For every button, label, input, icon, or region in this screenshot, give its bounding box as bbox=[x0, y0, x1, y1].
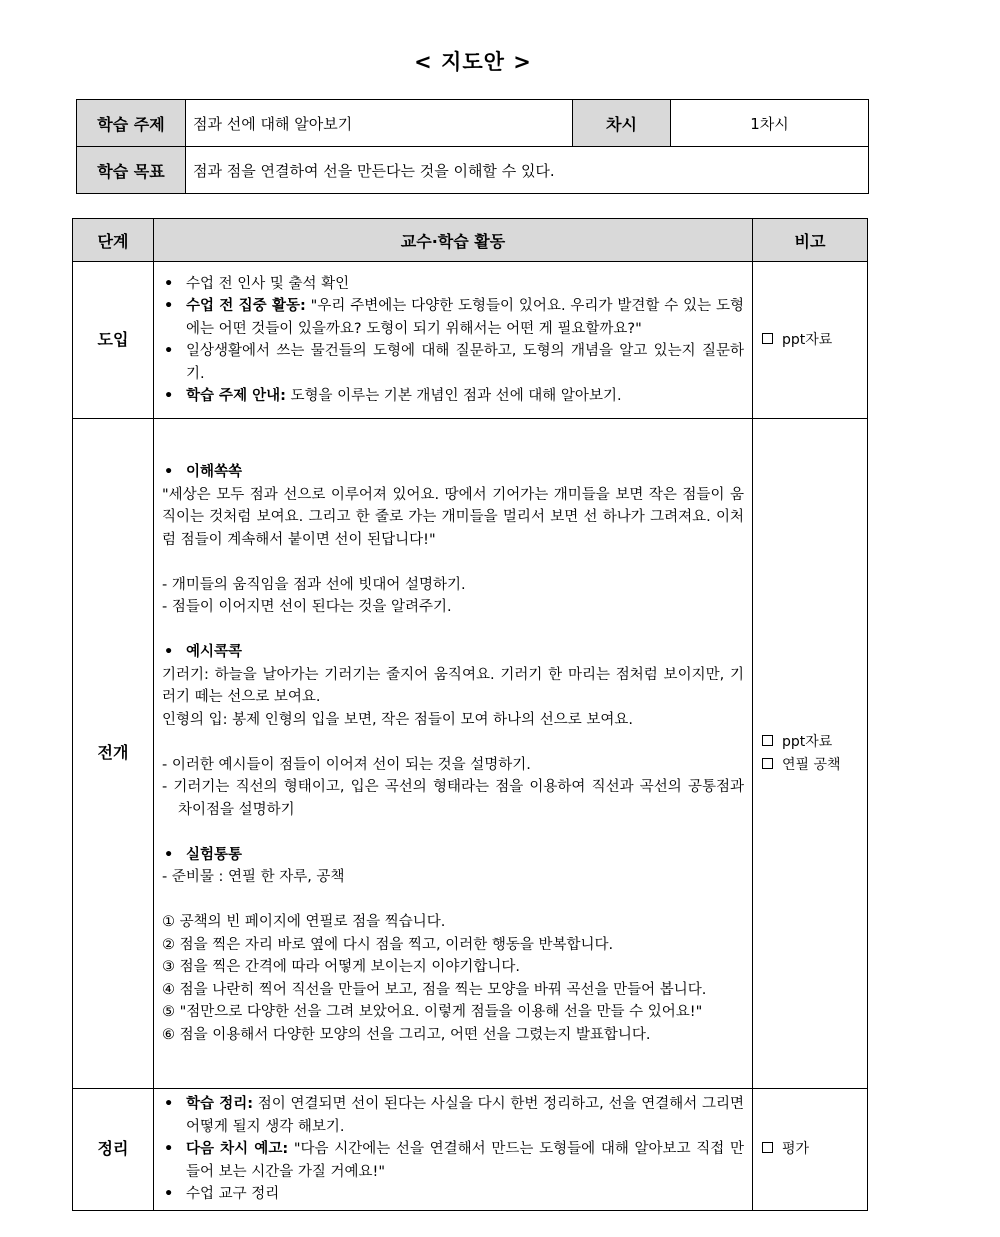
list-item: • 수업 전 집중 활동: "우리 주변에는 다양한 도형들이 있어요. 우리가 발견할 수 있는 도형에는 어떤 것들이 있을까요? 도형이 되기 위해서는 어떤 게 필요할까요?" bbox=[186, 295, 744, 340]
checkbox-icon bbox=[762, 333, 773, 344]
list-item: • 다음 차시 예고: "다음 시간에는 선을 연결해서 만드는 도형들에 대해 알아보고 직접 만들어 보는 시간을 가질 거예요!" bbox=[186, 1138, 744, 1183]
step-item: ⑥ 점을 이용해서 다양한 모양의 선을 그리고, 어떤 선을 그렸는지 발표합니다. bbox=[162, 1026, 651, 1043]
intro-activities bbox=[154, 262, 753, 419]
plan-header-row bbox=[73, 219, 868, 262]
stage-intro: 도입 bbox=[73, 262, 154, 419]
topic-value: 점과 선에 대해 알아보기 bbox=[186, 100, 573, 147]
topic-row bbox=[77, 100, 869, 147]
list-item: • 수업 교구 정리 bbox=[186, 1183, 744, 1206]
dash-item: - 개미들의 움직임을 점과 선에 빗대어 설명하기. bbox=[162, 576, 466, 593]
lesson-info-table bbox=[76, 99, 869, 194]
goal-label: 학습 목표 bbox=[77, 147, 186, 194]
section-title-understand: • 이해쏙쏙 bbox=[186, 461, 744, 484]
develop-row bbox=[73, 419, 868, 1089]
goal-value: 점과 점을 연결하여 선을 만든다는 것을 이해할 수 있다. bbox=[186, 147, 869, 194]
session-label: 차시 bbox=[573, 100, 671, 147]
example-line: 인형의 입: 봉제 인형의 입을 보면, 작은 점들이 모여 하나의 선으로 보여요. bbox=[162, 711, 634, 728]
wrapup-notes bbox=[753, 1089, 868, 1211]
prep-materials: - 준비물 : 연필 한 자루, 공책 bbox=[162, 869, 345, 885]
checkbox-icon bbox=[762, 735, 773, 746]
develop-activities bbox=[154, 419, 753, 1089]
intro-row bbox=[73, 262, 868, 419]
step-item: ① 공책의 빈 페이지에 연필로 점을 찍습니다. bbox=[162, 914, 446, 930]
checkbox-icon bbox=[762, 1142, 773, 1153]
step-item: ② 점을 찍은 자리 바로 옆에 다시 점을 찍고, 이러한 행동을 반복합니다. bbox=[162, 936, 614, 953]
note-item: 연필 공책 bbox=[762, 754, 866, 777]
note-header: 비고 bbox=[753, 219, 868, 262]
dash-item: - 점들이 이어지면 선이 된다는 것을 알려주기. bbox=[162, 599, 452, 615]
activity-header: 교수·학습 활동 bbox=[154, 219, 753, 262]
develop-notes bbox=[753, 419, 868, 1089]
stage-wrapup: 정리 bbox=[73, 1089, 154, 1211]
note-item: 평가 bbox=[762, 1138, 866, 1161]
stage-header: 단계 bbox=[73, 219, 154, 262]
list-item: • 학습 정리: 점이 연결되면 선이 된다는 사실을 다시 한번 정리하고, 선을 연결해서 그리면 어떻게 될지 생각 해보기. bbox=[186, 1093, 744, 1138]
example-line: 기러기: 하늘을 날아가는 기러기는 줄지어 움직여요. 기러기 한 마리는 점처럼 보이지만, 기러기 떼는 선으로 보여요. bbox=[162, 666, 744, 705]
step-item: ⑤ "점만으로 다양한 선을 그려 보았어요. 이렇게 점들을 이용해 선을 만들 수 있어요!" bbox=[162, 1004, 703, 1020]
goal-row bbox=[77, 147, 869, 194]
lesson-plan-table bbox=[72, 218, 868, 1211]
note-item: ppt자료 bbox=[762, 329, 866, 352]
list-item: • 일상생활에서 쓰는 물건들의 도형에 대해 질문하고, 도형의 개념을 알고 있는지 질문하기. bbox=[186, 340, 744, 385]
dash-item: - 기러기는 직선의 형태이고, 입은 곡선의 형태라는 점을 이용하여 직선과 곡선의 공통점과 차이점을 설명하기 bbox=[162, 779, 744, 818]
list-item: • 학습 주제 안내: 도형을 이루는 기본 개념인 점과 선에 대해 알아보기. bbox=[186, 385, 744, 408]
checkbox-icon bbox=[762, 758, 773, 769]
dash-item: - 이러한 예시들이 점들이 이어져 선이 되는 것을 설명하기. bbox=[162, 756, 531, 773]
intro-notes bbox=[753, 262, 868, 419]
topic-label: 학습 주제 bbox=[77, 100, 186, 147]
list-item: • 수업 전 인사 및 출석 확인 bbox=[186, 273, 744, 296]
stage-develop: 전개 bbox=[73, 419, 154, 1089]
step-item: ④ 점을 나란히 찍어 직선을 만들어 보고, 점을 찍는 모양을 바꿔 곡선을 만들어 봅니다. bbox=[162, 981, 707, 998]
section-title-experiment: • 실험통통 bbox=[186, 844, 744, 867]
step-item: ③ 점을 찍은 간격에 따라 어떻게 보이는지 이야기합니다. bbox=[162, 959, 521, 975]
wrapup-activities bbox=[154, 1089, 753, 1211]
page-title: < 지도안 > bbox=[414, 50, 532, 74]
note-item: ppt자료 bbox=[762, 731, 866, 754]
section-title-example: • 예시콕콕 bbox=[186, 641, 744, 664]
wrapup-row bbox=[73, 1089, 868, 1211]
session-value: 1차시 bbox=[671, 100, 869, 147]
understand-quote: "세상은 모두 점과 선으로 이루어져 있어요. 땅에서 기어가는 개미들을 보면 작은 점들이 움직이는 것처럼 보여요. 그리고 한 줄로 가는 개미들을 멀리서 보면 선 하나가 그려져요. 이처럼 점들이 계속해서 붙이면 선이 된답니다!" bbox=[162, 486, 744, 548]
